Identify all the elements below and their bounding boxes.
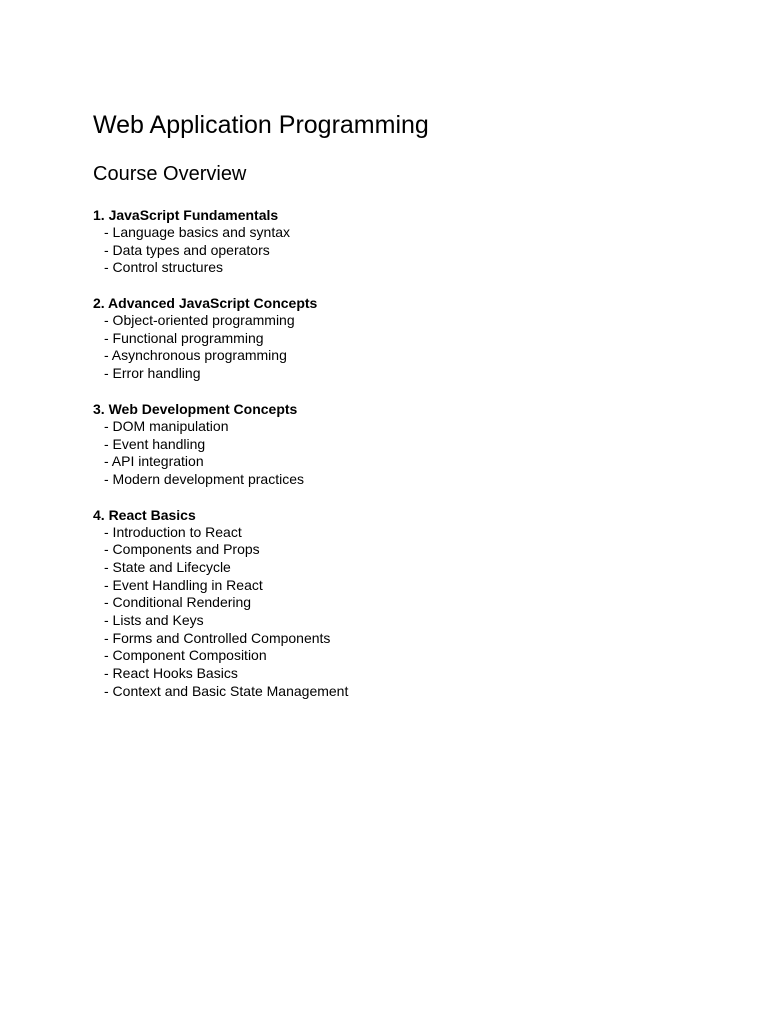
section-item-list: [93, 418, 733, 489]
document-title: Web Application Programming: [93, 111, 429, 139]
list-item: - Component Composition: [104, 647, 267, 664]
section-item-list: [93, 312, 733, 383]
section-heading: 4. React Basics: [93, 506, 196, 523]
course-sections: [93, 206, 733, 700]
list-item: - React Hooks Basics: [104, 665, 238, 682]
section-heading: 2. Advanced JavaScript Concepts: [93, 295, 318, 312]
section-item-list: [93, 524, 733, 701]
list-item: - Modern development practices: [104, 470, 304, 487]
list-item: - Components and Props: [104, 541, 260, 558]
list-item: - Lists and Keys: [104, 612, 204, 628]
list-item: - Object-oriented programming: [104, 312, 295, 329]
list-item: - Introduction to React: [104, 523, 242, 540]
list-item: - Error handling: [104, 365, 201, 382]
document-page: [93, 108, 733, 717]
list-item: - Language basics and syntax: [104, 224, 291, 240]
list-item: - Context and Basic State Management: [104, 682, 349, 699]
list-item: - DOM manipulation: [104, 417, 229, 434]
list-item: - Control structures: [104, 259, 224, 276]
list-item: - State and Lifecycle: [104, 558, 231, 575]
document-subtitle: Course Overview: [93, 163, 247, 185]
section-item-list: [93, 224, 733, 277]
list-item: - Event handling: [104, 435, 206, 452]
list-item: - Conditional Rendering: [104, 594, 252, 611]
section-heading: 3. Web Development Concepts: [93, 400, 298, 417]
list-item: - Functional programming: [104, 329, 264, 346]
course-section: [93, 400, 733, 489]
list-item: - Data types and operators: [104, 241, 270, 258]
list-item: - API integration: [104, 453, 204, 470]
list-item: - Event Handling in React: [104, 576, 263, 593]
course-section: [93, 506, 733, 701]
list-item: - Forms and Controlled Components: [104, 629, 331, 646]
section-heading: 1. JavaScript Fundamentals: [93, 207, 279, 223]
list-item: - Asynchronous programming: [104, 347, 287, 364]
course-section: [93, 294, 733, 383]
course-section: [93, 206, 733, 277]
